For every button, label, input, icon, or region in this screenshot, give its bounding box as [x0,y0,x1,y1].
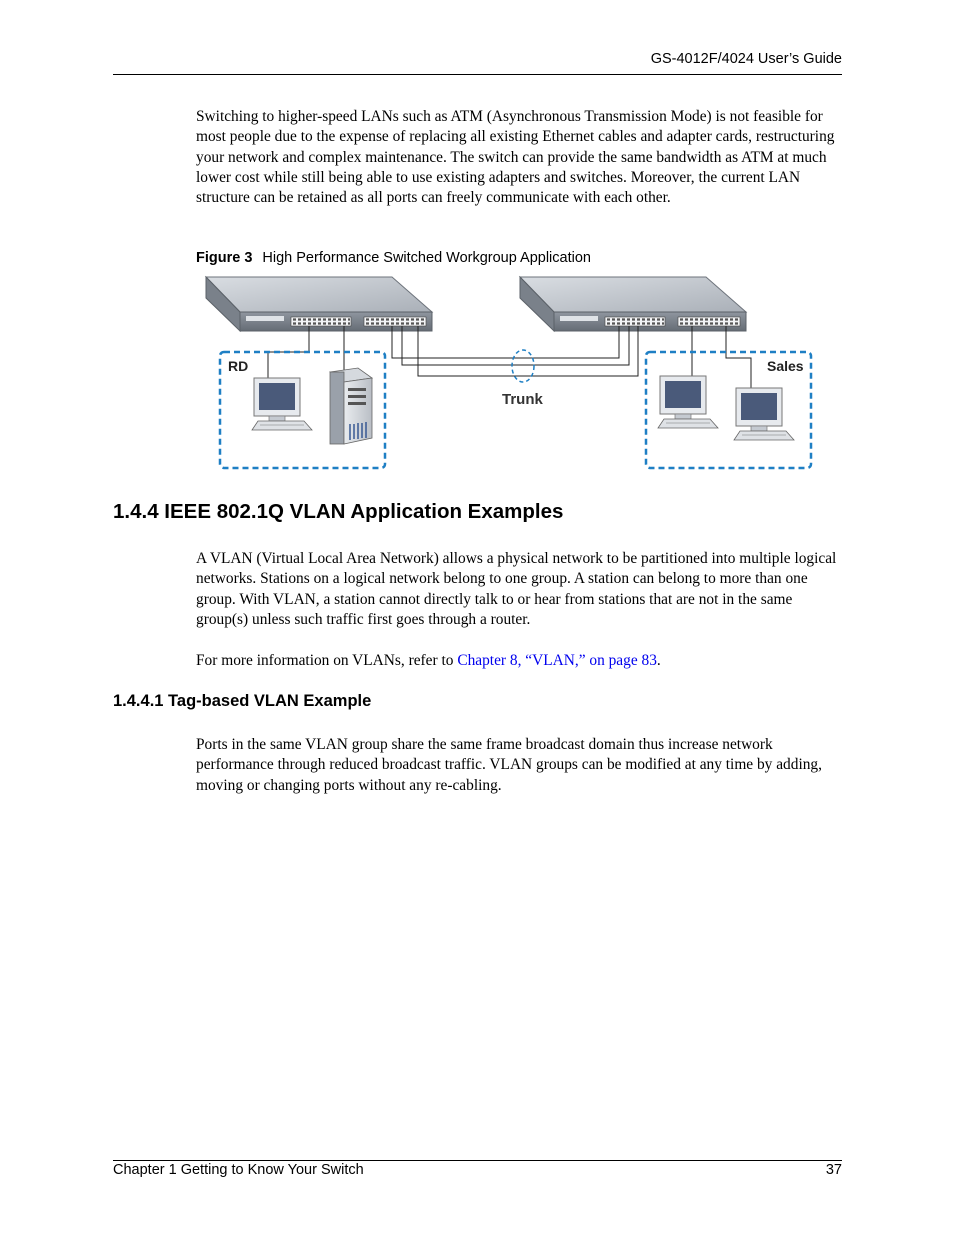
footer-rule [113,1160,842,1161]
reference-prefix: For more information on VLANs, refer to [196,652,458,669]
tag-vlan-paragraph: Ports in the same VLAN group share the same frame broadcast domain thus increase network performance through reduced broadcast traffic. VLAN groups can be modified at any time by adding, moving or changing ports without any re-cabling. [196,736,822,794]
header-rule [113,74,842,75]
rd-group-label: RD [228,358,249,374]
sales-computer-2-icon [734,388,794,440]
chapter-8-link[interactable]: Chapter 8, “VLAN,” on page 83 [457,652,657,669]
reference-suffix: . [656,652,661,669]
footer-chapter: Chapter 1 Getting to Know Your Switch [113,1162,364,1178]
rd-computer-icon [252,378,312,430]
switch-2-icon [520,277,746,331]
trunk-marker [512,350,534,382]
rd-server-icon [330,368,372,444]
intro-paragraph: Switching to higher-speed LANs such as ATM (Asynchronous Transmission Mode) is not feasible for most people due to the expense of replacing all existing Ethernet cables and adapter cards, restructuring your network and complex maintenance. The switch can provide the same bandwidth as ATM at much lower cost while still being able to use existing adapters and switches. Moreover, the current LAN structure can be retained as all ports can freely communicate with each other. [196,108,835,207]
vlan-reference-paragraph [196,651,842,671]
figure-caption-text: High Performance Switched Workgroup Application [262,250,591,266]
figure-caption [196,250,591,266]
sales-computer-1-icon [658,376,718,428]
running-header: GS-4012F/4024 User’s Guide [650,51,842,67]
section-heading: 1.4.4 IEEE 802.1Q VLAN Application Examples [113,500,564,523]
subsection-heading: 1.4.4.1 Tag-based VLAN Example [113,692,372,710]
sales-group-label: Sales [767,358,804,374]
page-number: 37 [825,1162,842,1178]
trunk-label: Trunk [502,391,543,408]
figure-label: Figure 3 [196,250,253,266]
workgroup-diagram [196,268,828,474]
switch-1-icon [206,277,432,331]
vlan-paragraph: A VLAN (Virtual Local Area Network) allows a physical network to be partitioned into multiple logical networks. Stations on a logical network belong to one group. A station can belong to more than one group. With VLAN, a station cannot directly talk to or hear from stations that are not in the same group(s) unless such traffic first goes through a router. [196,550,837,628]
